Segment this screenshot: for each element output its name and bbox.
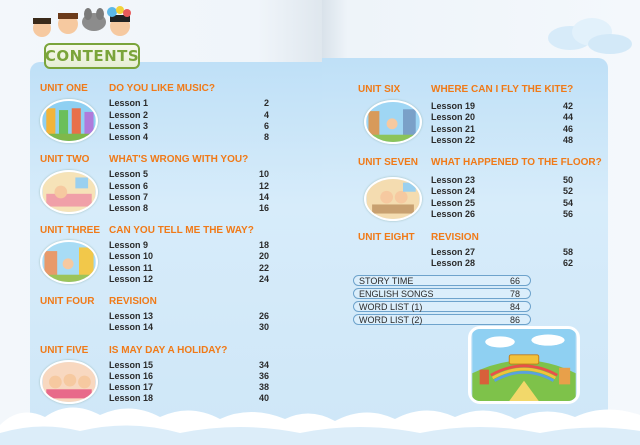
unit-two-picture <box>40 170 98 214</box>
lesson-page: 4 <box>263 110 269 120</box>
lesson-page: 14 <box>258 192 269 202</box>
park-illustration <box>468 326 580 404</box>
unit-seven-picture <box>364 177 422 221</box>
unit-title: WHAT'S WRONG WITH YOU? <box>109 154 249 165</box>
lesson-label: Lesson 1 <box>109 98 149 108</box>
lesson-page: 38 <box>258 382 269 392</box>
lesson-label: Lesson 4 <box>109 132 149 142</box>
lesson-label: Lesson 18 <box>109 393 154 403</box>
lesson-label: Lesson 17 <box>109 382 154 392</box>
lesson-page: 30 <box>258 322 269 332</box>
unit-title: IS MAY DAY A HOLIDAY? <box>109 345 228 356</box>
lesson-label: Lesson 15 <box>109 360 154 370</box>
lesson-page: 58 <box>562 247 573 257</box>
extra-word-list-1 <box>353 301 531 312</box>
lesson-label: Lesson 10 <box>109 251 154 261</box>
lesson-page: 54 <box>562 198 573 208</box>
lesson-page: 36 <box>258 371 269 381</box>
lesson-label: Lesson 9 <box>109 240 149 250</box>
lesson-label: Lesson 26 <box>431 209 476 219</box>
lesson-label: Lesson 12 <box>109 274 154 284</box>
unit-title: DO YOU LIKE MUSIC? <box>109 83 215 94</box>
lesson-label: Lesson 27 <box>431 247 476 257</box>
lesson-label: Lesson 23 <box>431 175 476 185</box>
extra-label: ENGLISH SONGS <box>359 289 434 299</box>
extra-label: STORY TIME <box>359 276 414 286</box>
cloud-decoration-bottom <box>0 395 640 445</box>
unit-title: WHERE CAN I FLY THE KITE? <box>431 84 574 95</box>
lesson-label: Lesson 16 <box>109 371 154 381</box>
contents-title: CONTENTS <box>44 47 140 65</box>
unit-six-picture <box>364 100 422 144</box>
unit-title: CAN YOU TELL ME THE WAY? <box>109 225 254 236</box>
lesson-page: 62 <box>562 258 573 268</box>
lesson-page: 50 <box>562 175 573 185</box>
lesson-page: 26 <box>258 311 269 321</box>
extra-page: 84 <box>509 302 520 312</box>
extra-label: WORD LIST (1) <box>359 302 423 312</box>
lesson-label: Lesson 19 <box>431 101 476 111</box>
cloud-decoration-top <box>540 14 636 56</box>
lesson-label: Lesson 8 <box>109 203 149 213</box>
unit-title: REVISION <box>109 296 157 307</box>
unit-label: UNIT SEVEN <box>358 157 419 168</box>
extra-word-list-2 <box>353 314 531 325</box>
lesson-page: 46 <box>562 124 573 134</box>
lesson-label: Lesson 2 <box>109 110 149 120</box>
lesson-page: 16 <box>258 203 269 213</box>
lesson-page: 40 <box>258 393 269 403</box>
lesson-label: Lesson 3 <box>109 121 149 131</box>
unit-label: UNIT ONE <box>40 83 88 94</box>
unit-label: UNIT FOUR <box>40 296 95 307</box>
lesson-page: 22 <box>258 263 269 273</box>
lesson-label: Lesson 14 <box>109 322 154 332</box>
lesson-page: 44 <box>562 112 573 122</box>
extra-english-songs <box>353 288 531 299</box>
lesson-page: 18 <box>258 240 269 250</box>
unit-three-picture <box>40 240 98 284</box>
lesson-label: Lesson 21 <box>431 124 476 134</box>
unit-label: UNIT EIGHT <box>358 232 415 243</box>
lesson-label: Lesson 11 <box>109 263 153 273</box>
lesson-label: Lesson 22 <box>431 135 476 145</box>
lesson-page: 24 <box>258 274 269 284</box>
lesson-page: 52 <box>562 186 573 196</box>
lesson-label: Lesson 28 <box>431 258 476 268</box>
lesson-label: Lesson 25 <box>431 198 476 208</box>
lesson-page: 48 <box>562 135 573 145</box>
unit-one-picture <box>40 99 98 143</box>
extra-page: 86 <box>509 315 520 325</box>
unit-label: UNIT FIVE <box>40 345 89 356</box>
lesson-page: 8 <box>263 132 269 142</box>
unit-title: WHAT HAPPENED TO THE FLOOR? <box>431 157 602 168</box>
lesson-page: 10 <box>258 169 269 179</box>
lesson-label: Lesson 5 <box>109 169 149 179</box>
lesson-page: 2 <box>263 98 269 108</box>
lesson-page: 42 <box>562 101 573 111</box>
unit-label: UNIT TWO <box>40 154 90 165</box>
lesson-label: Lesson 13 <box>109 311 154 321</box>
lesson-label: Lesson 6 <box>109 181 149 191</box>
lesson-page: 34 <box>258 360 269 370</box>
lesson-label: Lesson 20 <box>431 112 476 122</box>
lesson-label: Lesson 24 <box>431 186 476 196</box>
lesson-page: 56 <box>562 209 573 219</box>
unit-title: REVISION <box>431 232 479 243</box>
extra-page: 66 <box>509 276 520 286</box>
unit-label: UNIT SIX <box>358 84 401 95</box>
extra-label: WORD LIST (2) <box>359 315 423 325</box>
extra-story-time <box>353 275 531 286</box>
unit-label: UNIT THREE <box>40 225 100 236</box>
contents-title-tab <box>44 43 140 69</box>
lesson-label: Lesson 7 <box>109 192 149 202</box>
lesson-page: 6 <box>263 121 269 131</box>
lesson-page: 20 <box>258 251 269 261</box>
extra-page: 78 <box>509 289 520 299</box>
lesson-page: 12 <box>258 181 269 191</box>
